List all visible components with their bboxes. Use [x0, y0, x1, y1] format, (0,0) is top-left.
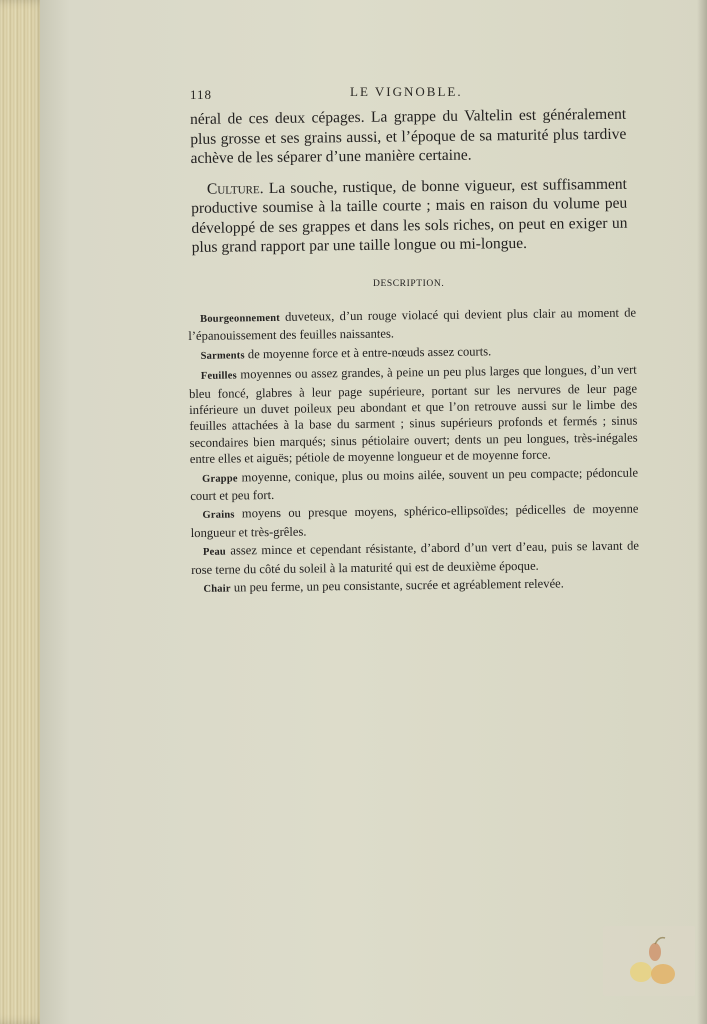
description-entry	[191, 538, 639, 578]
page-number: 118	[190, 87, 213, 102]
description-heading: DESCRIPTION.	[373, 279, 445, 289]
entry-text: assez mince et cependant résistante, d’abord d’un vert d’eau, puis se lavant de rose terne du côté du soleil à la maturité qui est de deuxième époque.	[191, 538, 639, 577]
page-title: LE VIGNOBLE.	[350, 84, 463, 99]
entry-text: moyens ou presque moyens, sphérico-ellipsoïdes; pédicelles de moyenne longueur et très-grêles.	[190, 501, 639, 540]
intro-text	[190, 105, 628, 258]
running-head	[190, 84, 630, 104]
entry-text: un peu ferme, un peu consistante, sucrée et agréablement relevée.	[230, 576, 564, 595]
entry-term: Peau	[202, 546, 226, 559]
entry-term: Sarments	[200, 350, 245, 362]
fruit-watermark-icon	[603, 926, 695, 996]
description-list	[188, 305, 640, 601]
culture-paragraph	[191, 174, 628, 257]
description-entry	[191, 575, 639, 599]
entry-term: Grappe	[201, 473, 238, 485]
culture-text: La souche, rustique, de bonne vigueur, est suffisamment productive soumise à la taille courte ; mais en raison du volume peu développé de ses grappes et dans les sols riches, on peut en exiger un plus grand rapport par une taille longue ou mi-longue.	[191, 175, 628, 256]
intro-paragraph: néral de ces deux cépages. La grappe du Valtelin est généralement plus grosse et ses grains aussi, et l’époque de sa maturité plus tardive achève de les séparer d’une manière certaine.	[190, 105, 627, 167]
entry-text: moyennes ou assez grandes, à peine un peu plus larges que longues, d’un vert bleu foncé, glabres à leur page supérieure, portant sur les nervures de leur page inférieure un duvet poileux peu abondant et que l’on retrouve aussi sur le limbe des feuilles attachées à la base du sarment ; sinus supérieurs profonds et fermés ; sinus secondaires bien marqués; sinus pétiolaire ouvert; dents un peu longues, très-inégales entre elles et aiguës; pétiole de moyenne longueur et de moyenne force.	[188, 362, 638, 467]
entry-text: moyenne, conique, plus ou moins ailée, souvent un peu compacte; pédoncule court et peu fort.	[190, 465, 639, 504]
culture-label: Culture.	[206, 179, 264, 198]
description-entry	[188, 305, 636, 345]
description-entry	[190, 501, 638, 541]
description-entry	[189, 362, 638, 468]
description-entry	[190, 464, 638, 504]
entry-text: duveteux, d’un rouge violacé qui devient plus clair au moment de l’épanouissement des feuilles naissantes.	[188, 305, 637, 344]
entry-term: Feuilles	[200, 370, 237, 383]
entry-term: Bourgeonnement	[200, 312, 280, 325]
entry-term: Grains	[202, 509, 235, 522]
entry-text: de moyenne force et à entre-nœuds assez courts.	[244, 344, 492, 362]
entry-term: Chair	[203, 583, 231, 595]
